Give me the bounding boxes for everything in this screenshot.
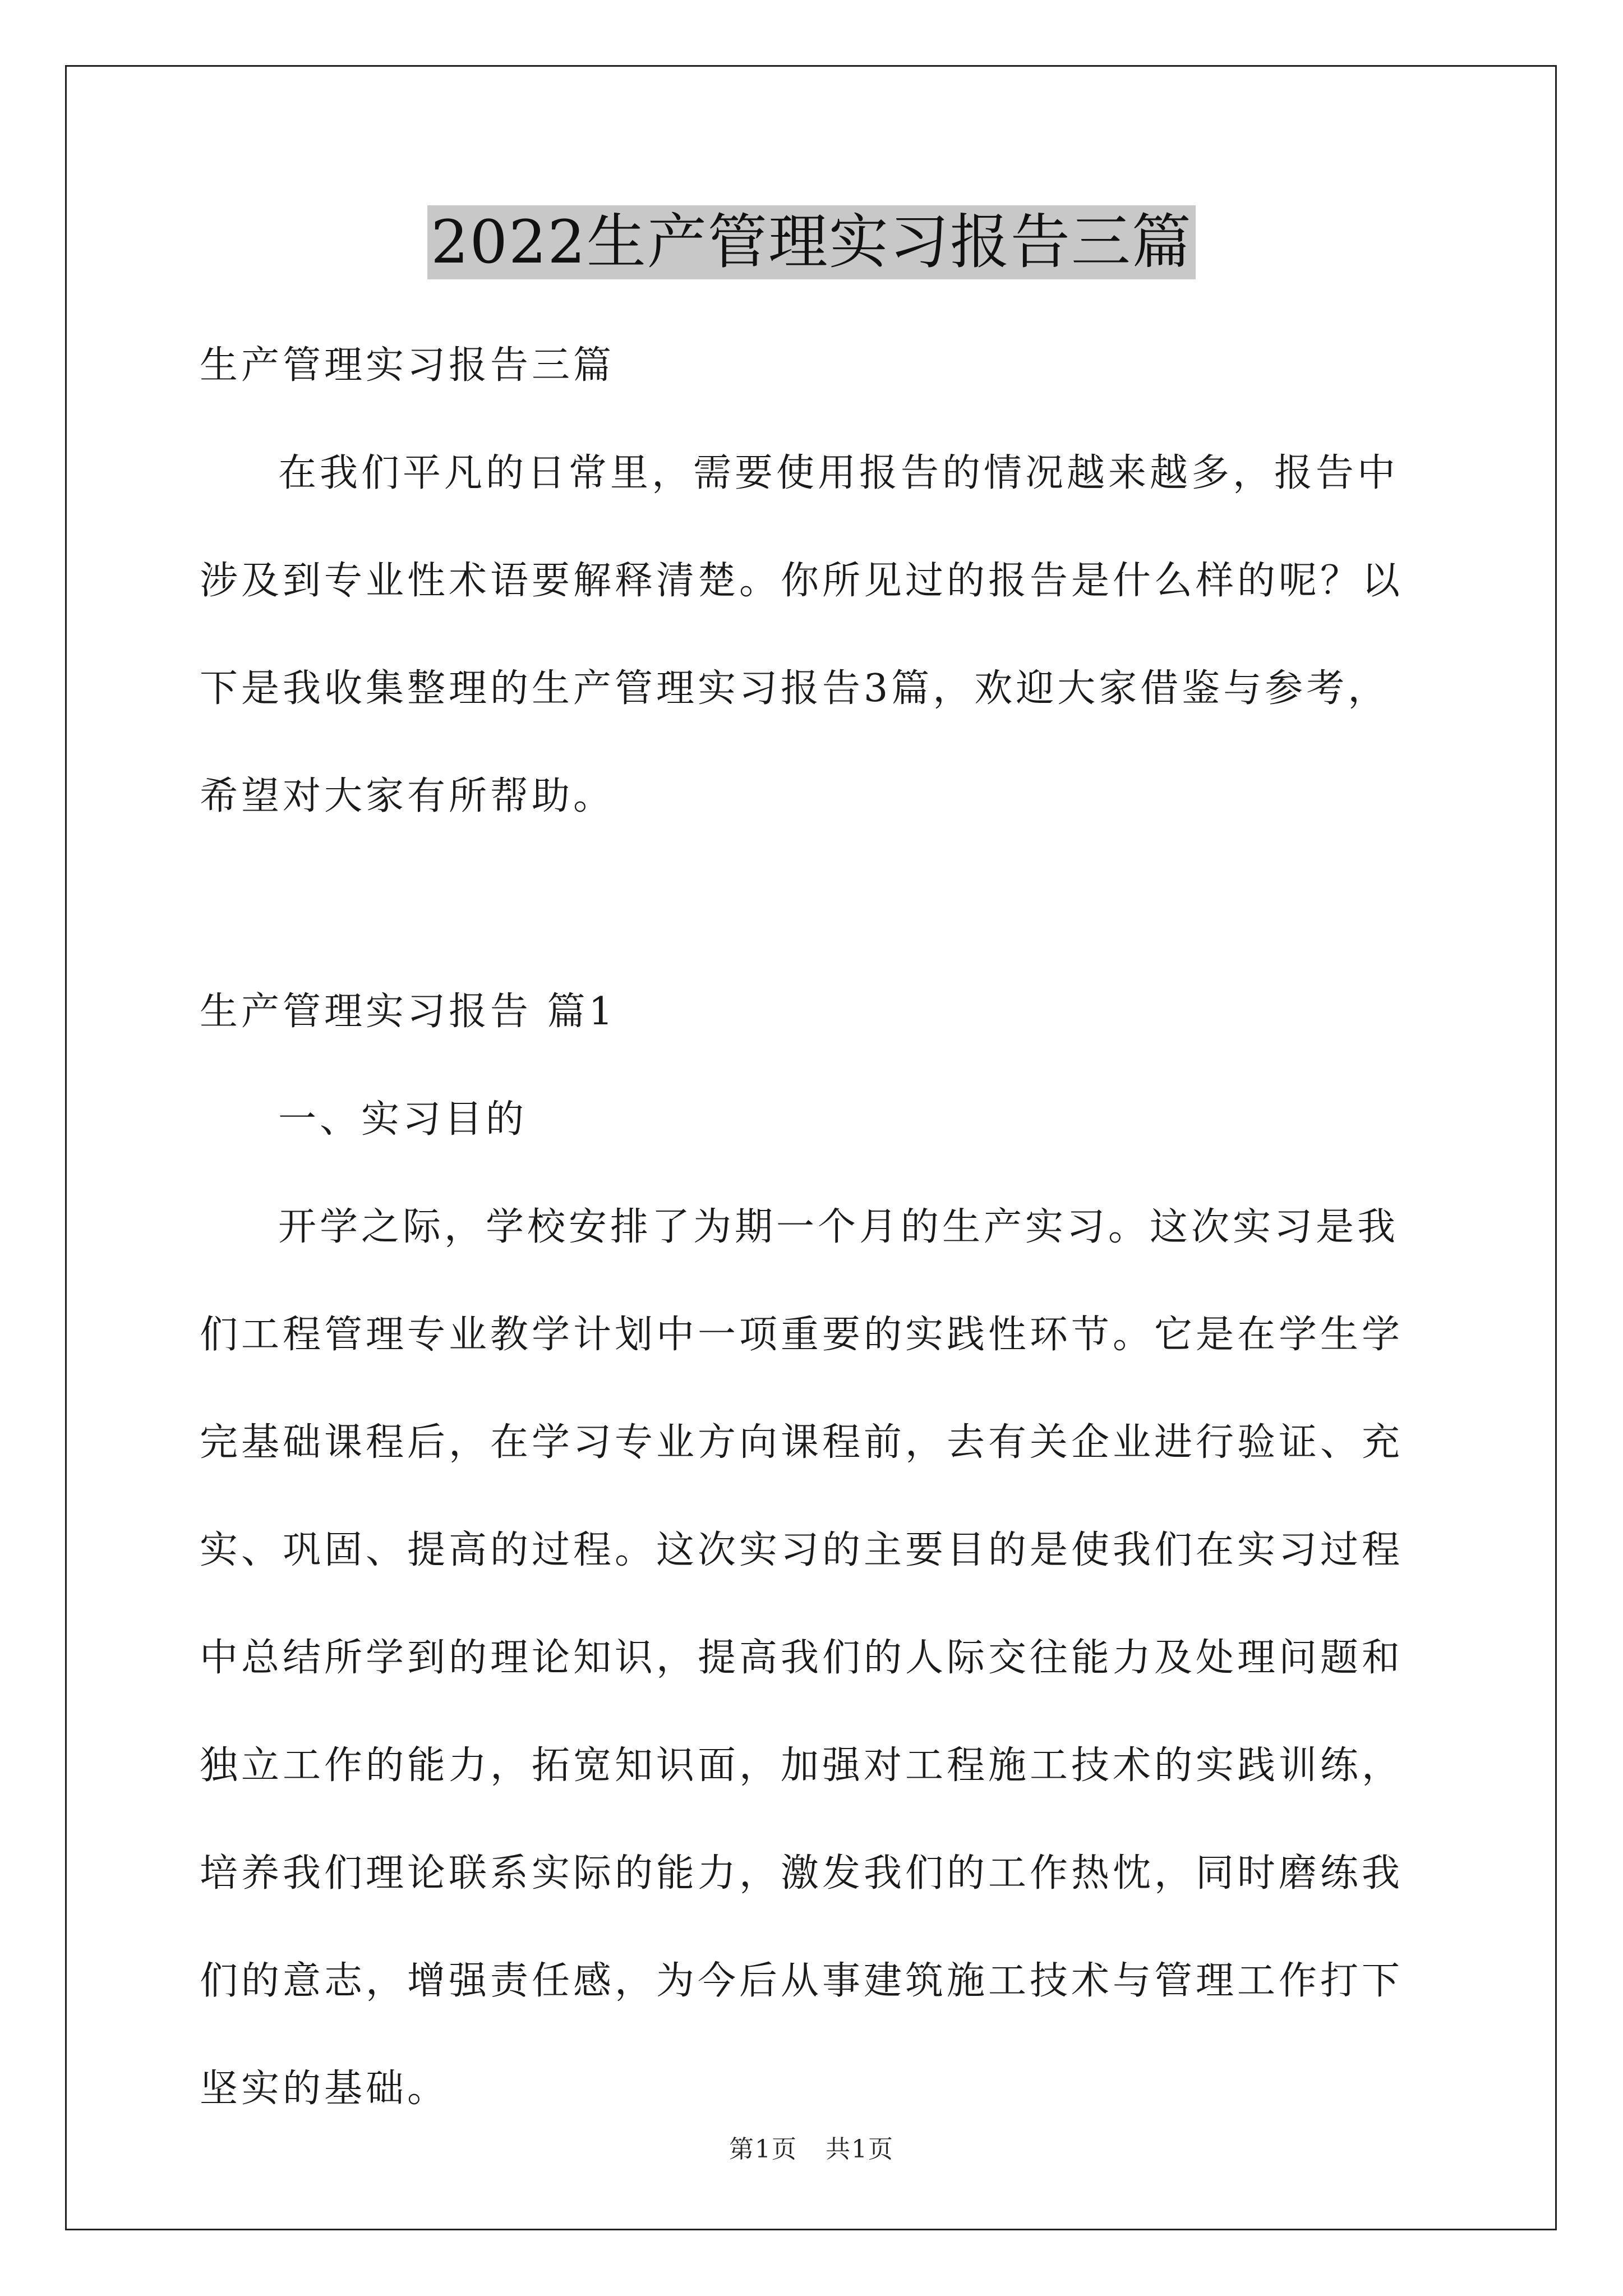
page-number-total: 共1页 (826, 2135, 894, 2164)
section-heading: 一、实习目的 (278, 1097, 528, 1142)
document-title: 2022生产管理实习报告三篇 (427, 205, 1196, 279)
title-container (0, 205, 1623, 279)
intro-paragraph: 在我们平凡的日常里，需要使用报告的情况越来越多，报告中涉及到专业性术语要解释清楚。你所见过的报告是什么样的呢？以下是我收集整理的生产管理实习报告3篇，欢迎大家借鉴与参考，希望对大家有所帮助。 (200, 451, 1404, 818)
page-footer (0, 2129, 1623, 2165)
section-title: 生产管理实习报告 篇1 (200, 990, 616, 1034)
body-paragraph: 开学之际，学校安排了为期一个月的生产实习。这次实习是我们工程管理专业教学计划中一项重要的实践性环节。它是在学生学完基础课程后，在学习专业方向课程前，去有关企业进行验证、充实、巩固、提高的过程。这次实习的主要目的是使我们在实习过程中总结所学到的理论知识，提高我们的人际交往能力及处理问题和独立工作的能力，拓宽知识面，加强对工程施工技术的实践训练，培养我们理论联系实际的能力，激发我们的工作热忱，同时磨练我们的意志，增强责任感，为今后从事建筑施工技术与管理工作打下坚实的基础。 (200, 1205, 1404, 2111)
page-number-current: 第1页 (729, 2135, 797, 2164)
document-body (200, 312, 1428, 2143)
subtitle: 生产管理实习报告三篇 (200, 343, 615, 388)
